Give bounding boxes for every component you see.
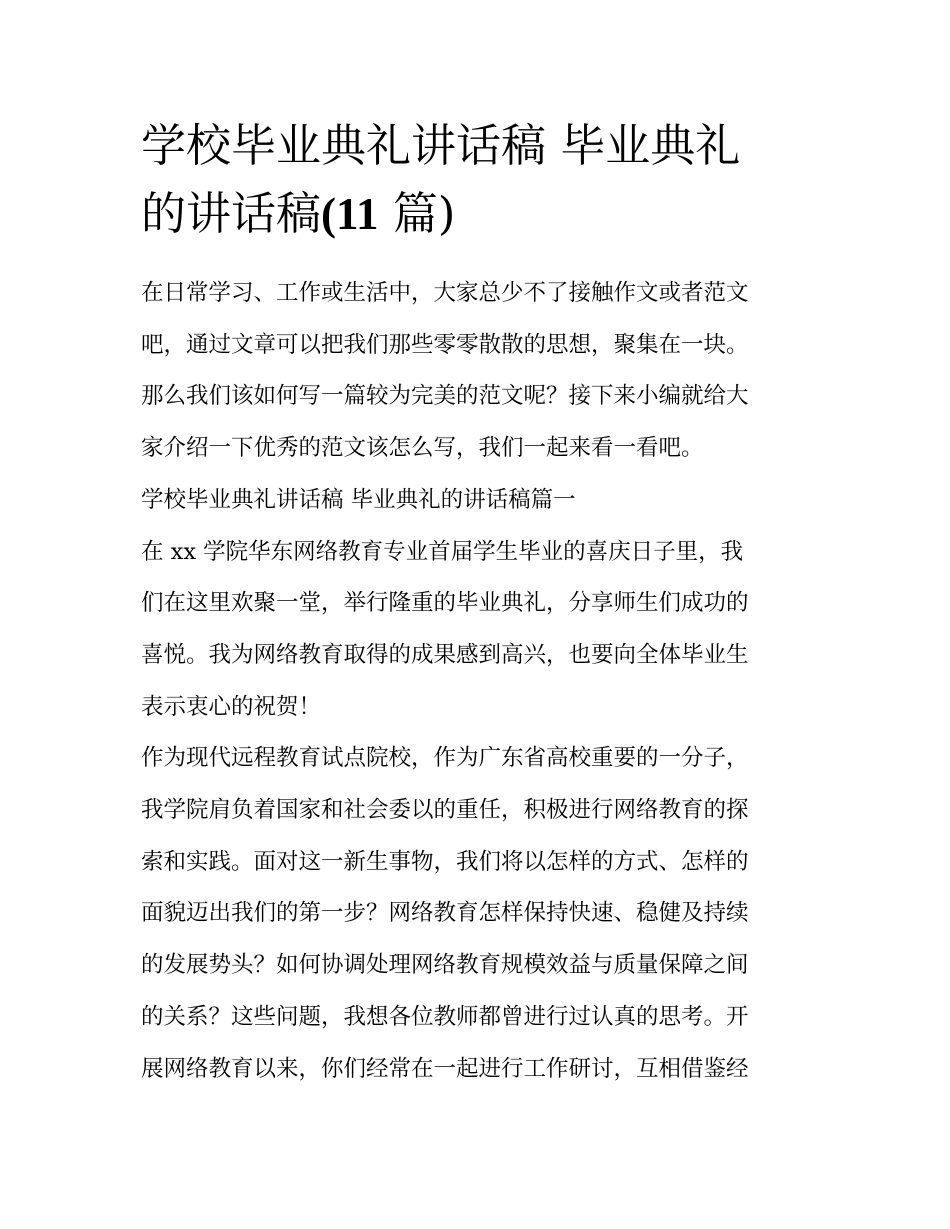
section-heading: 学校毕业典礼讲话稿 毕业典礼的讲话稿篇一 (141, 486, 576, 513)
body-line: 索和实践。面对这一新生事物，我们将以怎样的方式、怎样的 (141, 848, 749, 875)
document-body (141, 268, 813, 1095)
body-line: 在日常学习、工作或生活中，大家总少不了接触作文或者范文 (141, 280, 749, 306)
body-line: 的发展势头？如何协调处理网络教育规模效益与质量保障之间 (141, 952, 749, 979)
title-line-1: 学校毕业典礼讲话稿 毕业典礼 (141, 119, 741, 172)
body-line: 在 xx 学院华东网络教育专业首届学生毕业的喜庆日子里，我 (141, 538, 744, 565)
title-line-2-suffix: 篇) (378, 187, 456, 240)
title-line-2-count: (11 (321, 189, 379, 239)
body-line: 的关系？这些问题，我想各位教师都曾进行过认真的思考。开 (141, 1003, 749, 1030)
body-line: 们在这里欢聚一堂，举行隆重的毕业典礼，分享师生们成功的 (141, 590, 749, 617)
body-line: 表示衷心的祝贺！ (141, 693, 322, 720)
title-line-2-prefix: 的讲话稿 (141, 187, 322, 240)
body-line: 那么我们该如何写一篇较为完美的范文呢？接下来小编就给大 (141, 383, 749, 410)
body-line: 作为现代远程教育试点院校，作为广东省高校重要的一分子， (141, 745, 749, 772)
body-line: 吧，通过文章可以把我们那些零零散散的思想，聚集在一块。 (141, 331, 749, 358)
document-title (141, 112, 813, 248)
document-content (141, 112, 813, 1095)
body-line: 家介绍一下优秀的范文该怎么写，我们一起来看一看吧。 (141, 435, 704, 462)
body-line: 展网络教育以来，你们经常在一起进行工作研讨，互相借鉴经 (141, 1055, 749, 1082)
body-line: 喜悦。我为网络教育取得的成果感到高兴，也要向全体毕业生 (141, 641, 749, 668)
body-line: 面貌迈出我们的第一步？网络教育怎样保持快速、稳健及持续 (141, 900, 749, 927)
body-line: 我学院肩负着国家和社会委以的重任，积极进行网络教育的探 (141, 797, 749, 824)
